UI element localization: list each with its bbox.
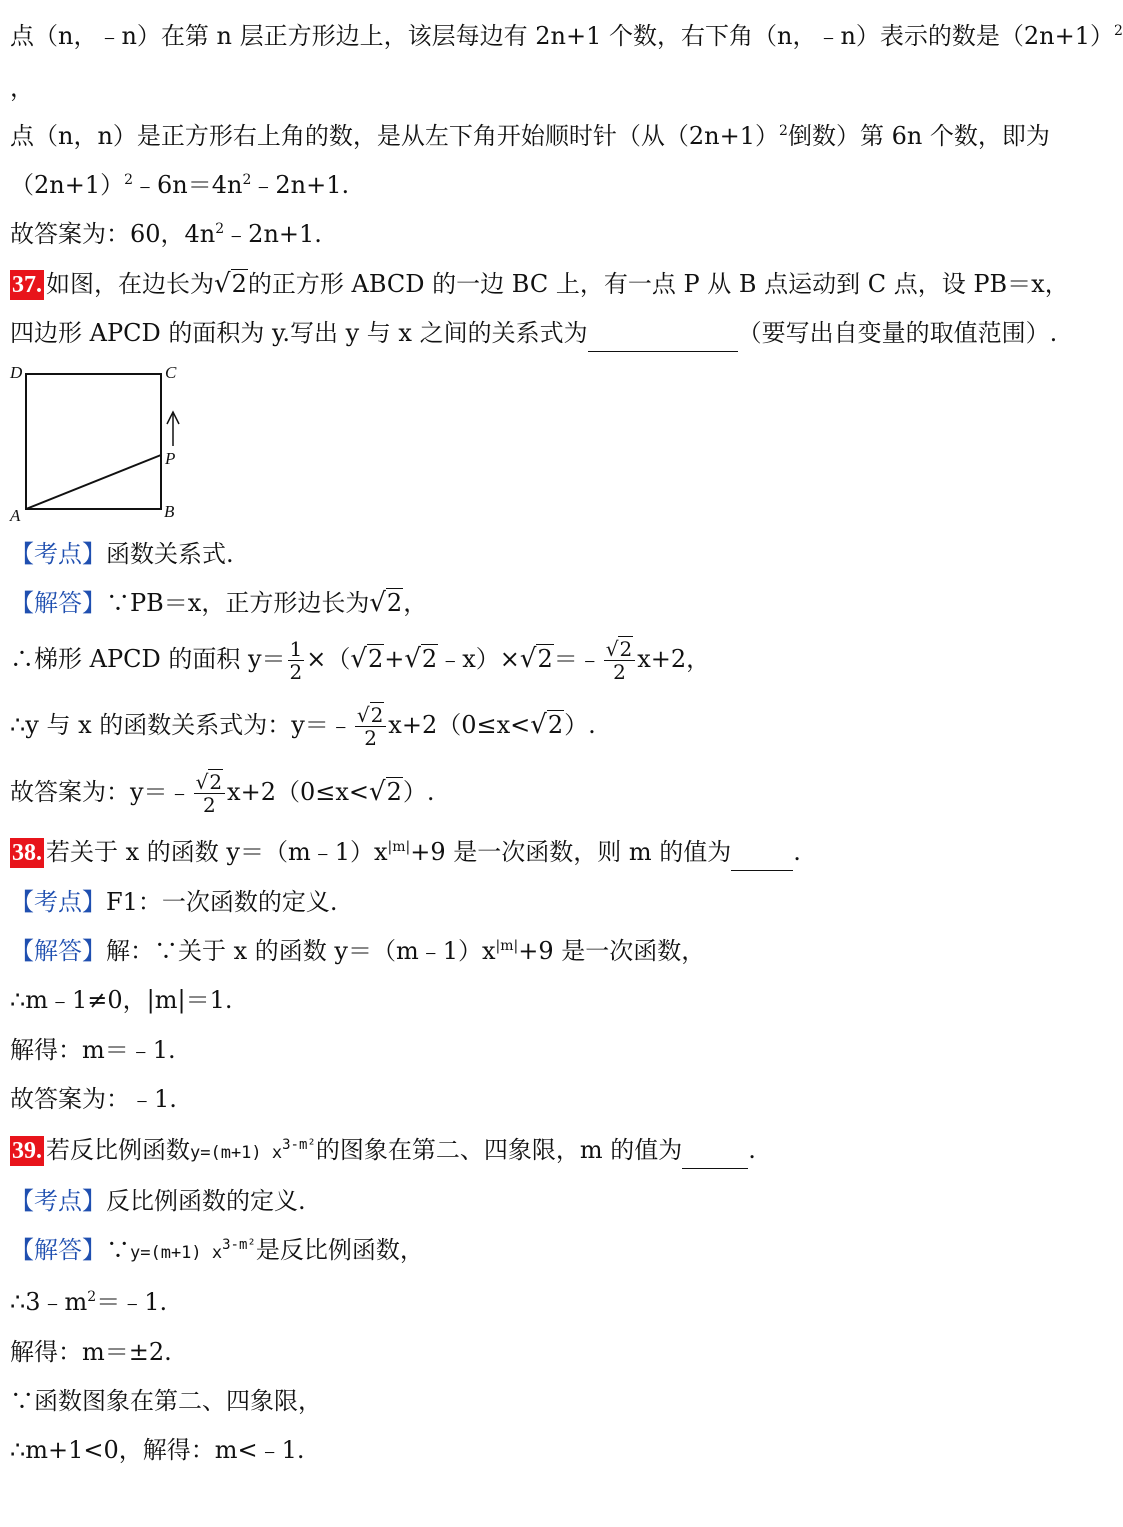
label-b: B: [164, 502, 175, 521]
intro-line-3: 点（n，n）是正方形右上角的数，是从左下角开始顺时针（从$(2n+1)^2$倒数）第 6n 个数，即为: [10, 122, 1050, 150]
q37-jieda-1: 【解答】∵PB＝x，正方形边长为√2，: [10, 585, 1074, 625]
intro-answer: 故答案为：60，$4n^2﹣2n+1$.: [10, 220, 322, 248]
question-number-badge: 38.: [12, 840, 42, 866]
q38-jieda-1: 【解答】解：∵关于 x 的函数 $y=(m﹣1)x^{|m|}+9$ 是一次函数，: [10, 937, 706, 965]
sqrt-symbol: √2: [350, 644, 384, 674]
segment-ap: [26, 455, 161, 509]
q38-answer: 故答案为：﹣1.: [10, 1085, 177, 1113]
fraction-one-half: $\frac{1}{2}$: [289, 637, 303, 684]
q37-jieda-2: ∴梯形 APCD 的面积 y＝ $\frac{1}{2}$ ×（√2+√2﹣x）×√2＝﹣ $\frac{√2}{2}$ x+2，: [10, 637, 711, 684]
q37-stem-line-1: 37. 如图，在边长为√2的正方形 ABCD 的一边 BC 上，有一点 P 从 B 点运动到 C 点，设 PB＝x，: [10, 266, 1074, 306]
q37-jieda-3: ∴y 与 x 的函数关系式为：y＝﹣ $\frac{√2}{2}$ x+2（0≤x<√2）.: [10, 703, 596, 750]
label-c: C: [165, 363, 177, 382]
q38-stem: 38. 若关于 x 的函数 $y=(m﹣1)x^{|m|}+9$ 是一次函数，则 m 的值为 .: [10, 834, 1074, 874]
q37-kaodian: 【考点】函数关系式.: [10, 540, 234, 568]
fraction-sqrt2-over-2: $\frac{√2}{2}$: [604, 638, 635, 683]
sqrt-symbol: √2: [404, 644, 438, 674]
inverse-function-formula: y=(m+1) $x^{3-m^2}$: [190, 1137, 316, 1163]
square-outline: [26, 374, 161, 509]
q39-jieda-4: ∵函数图象在第二、四象限，: [10, 1387, 322, 1415]
intro-line-1: 点（n，﹣n）在第 n 层正方形边上，该层每边有 2n+1 个数，右下角（n，﹣n）表示的数是$(2n+1)^2$: [10, 22, 1123, 50]
fraction-sqrt2-over-2: $\frac{√2}{2}$: [194, 771, 225, 816]
sqrt-symbol: √2: [214, 269, 247, 299]
sqrt-symbol: √2: [369, 588, 403, 618]
question-number-badge: 39.: [12, 1138, 42, 1164]
sqrt-symbol: √2: [368, 777, 402, 807]
square-abcd-diagram: [8, 362, 208, 532]
answer-blank[interactable]: [588, 315, 738, 352]
q39-jieda-1: 【解答】∵y=(m+1) $x^{3-m^2}$是反比例函数，: [10, 1236, 424, 1264]
question-number-badge: 37.: [12, 272, 42, 298]
q39-jieda-2: $\therefore 3﹣m^2=﹣1$.: [10, 1288, 168, 1316]
fraction-sqrt2-over-2: $\frac{√2}{2}$: [355, 704, 386, 749]
q39-stem: 39. 若反比例函数y=(m+1) $x^{3-m^2}$的图象在第二、四象限，m 的值为 .: [10, 1132, 1074, 1172]
label-p: P: [165, 449, 176, 468]
q38-jieda-3: 解得：m＝﹣1.: [10, 1036, 176, 1064]
sqrt-symbol: √2: [519, 644, 553, 674]
label-d: D: [10, 363, 23, 382]
q39-jieda-5: ∴m+1<0，解得：m<﹣1.: [10, 1436, 305, 1464]
intro-line-4: $(2n+1)^2﹣6n=4n^2﹣2n+1$.: [10, 171, 350, 199]
q37-answer: 故答案为：y＝﹣ $\frac{√2}{2}$ x+2（0≤x<√2）.: [10, 770, 435, 817]
q38-kaodian: 【考点】F1：一次函数的定义.: [10, 888, 338, 916]
q39-kaodian: 【考点】反比例函数的定义.: [10, 1187, 306, 1215]
sqrt-symbol: √2: [530, 710, 564, 740]
intro-line-2: ，: [10, 74, 34, 102]
q37-stem-line-2: 四边形 APCD 的面积为 y.写出 y 与 x 之间的关系式为 （要写出自变量的取值范围）.: [10, 315, 1074, 355]
answer-blank[interactable]: [682, 1132, 748, 1169]
label-a: A: [10, 506, 21, 525]
answer-blank[interactable]: [731, 834, 793, 871]
inverse-function-formula: y=(m+1) $x^{3-m^2}$: [130, 1237, 256, 1263]
q38-jieda-2: ∴m﹣1≠0，|m|＝1.: [10, 986, 233, 1014]
q39-jieda-3: 解得：m＝±2.: [10, 1338, 172, 1366]
